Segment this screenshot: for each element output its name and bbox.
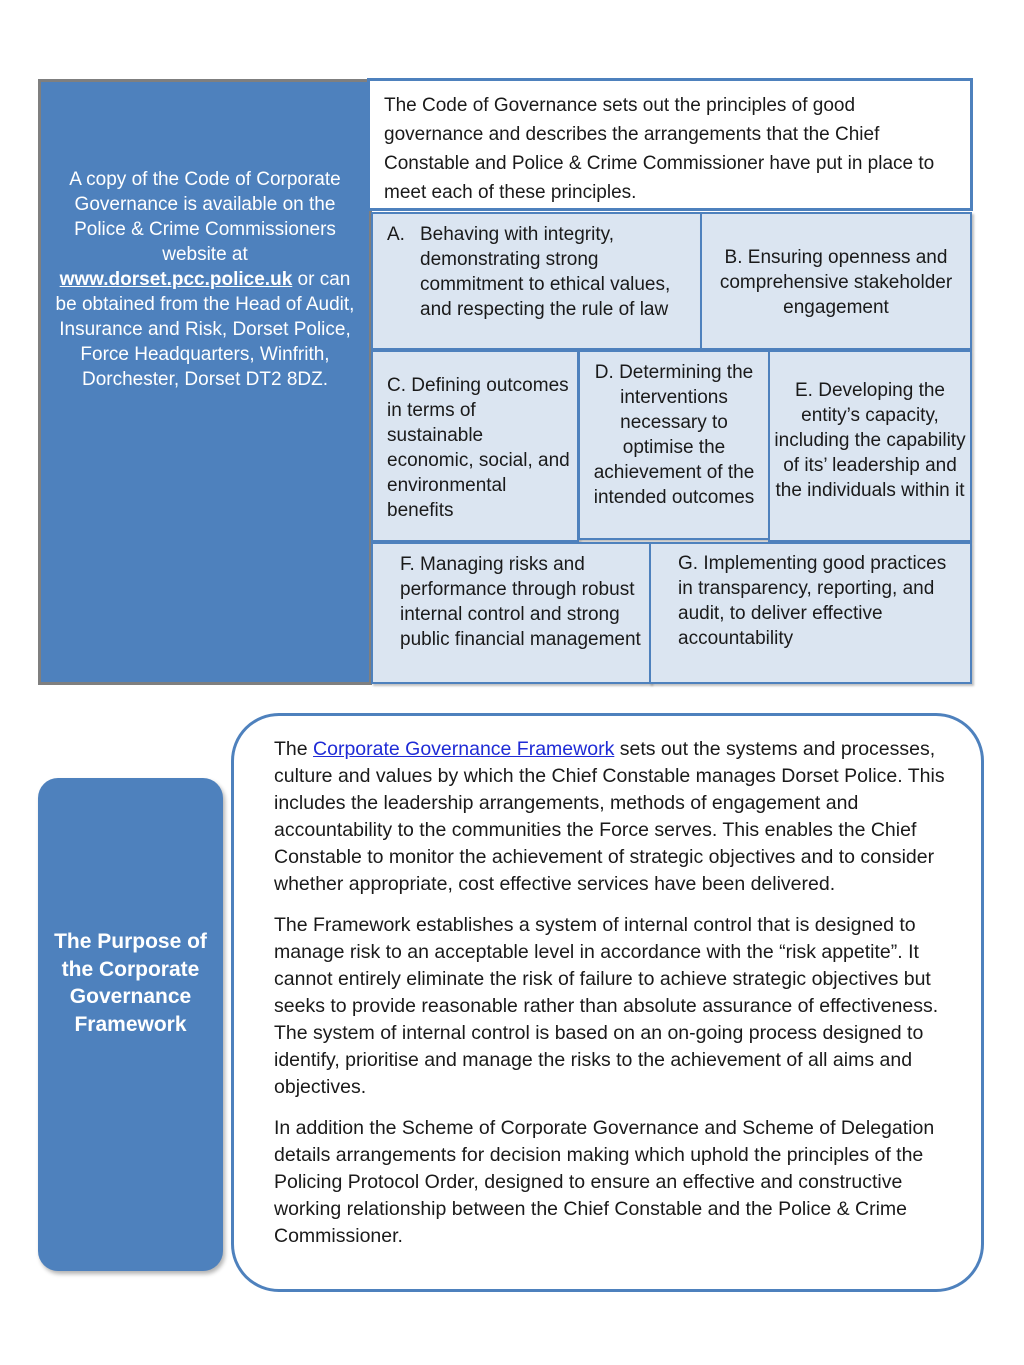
code-availability-panel — [38, 79, 372, 685]
code-availability-text — [53, 167, 357, 392]
framework-paragraph-3: In addition the Scheme of Corporate Governance and Scheme of Delegation details arrangements for decision making which uphold the principles of the Policing Protocol Order, designed to ensure an effective and constructive working relationship between the Chief Constable and the Police & Crime Commissioner. — [274, 1117, 935, 1247]
availability-contact: or can be obtained from the Head of Audit, Insurance and Risk, Dorset Police, Force Headquarters, Winfrith, Dorchester, Dorset DT2 8DZ. — [55, 269, 355, 390]
principle-a-letter: A. — [387, 224, 405, 245]
framework-p1-rest: sets out the systems and processes, culture and values by which the Chief Constable manages Dorset Police. This includes the leadership arrangements, methods of engagement and accountability to the communities the Force serves. This enables the Chief Constable to monitor the achievement of strategic objectives and to consider whether appropriate, cost effective services have been delivered. — [274, 738, 945, 895]
code-of-governance-intro: The Code of Governance sets out the principles of good governance and describes the arrangements that the Chief Constable and Police & Crime Commissioner have put in place to meet each of these principles. — [367, 78, 973, 211]
principle-g: G. Implementing good practices in transparency, reporting, and audit, to deliver effective accountability — [649, 542, 972, 684]
pcc-website-link[interactable]: www.dorset.pcc.police.uk — [59, 269, 293, 290]
principle-a-text: Behaving with integrity, demonstrating strong commitment to ethical values, and respecting the rule of law — [420, 224, 671, 320]
principle-a — [371, 212, 703, 350]
corporate-governance-framework-link[interactable]: Corporate Governance Framework — [313, 738, 615, 760]
availability-intro: A copy of the Code of Corporate Governance is available on the Police & Crime Commissioners website at — [69, 169, 341, 265]
framework-paragraph-1 — [274, 736, 954, 898]
purpose-title: The Purpose of the Corporate Governance Framework — [54, 930, 207, 1036]
principle-f: F. Managing risks and performance through robust internal control and strong public financial management — [371, 542, 651, 684]
framework-text — [274, 736, 954, 1264]
framework-p1-prefix: The — [274, 738, 308, 760]
framework-paragraph-2: The Framework establishes a system of internal control that is designed to manage risk to an acceptable level in accordance with the “risk appetite”. It cannot entirely eliminate the risk of failure to achieve strategic objectives but seeks to provide reasonable rather than absolute assurance of effectiveness. The system of internal control is based on an on-going process designed to identify, prioritise and manage the risks to the achievement of all aims and objectives. — [274, 914, 939, 1098]
framework-description-box — [231, 713, 984, 1292]
principle-e: E. Developing the entity’s capacity, including the capability of its’ leadership and the individuals within it — [768, 350, 972, 542]
principle-b: B. Ensuring openness and comprehensive stakeholder engagement — [700, 212, 972, 350]
principle-c: C. Defining outcomes in terms of sustainable economic, social, and environmental benefits — [371, 350, 579, 542]
principle-d: D. Determining the interventions necessary to optimise the achievement of the intended outcomes — [578, 350, 770, 540]
purpose-badge — [38, 778, 223, 1271]
